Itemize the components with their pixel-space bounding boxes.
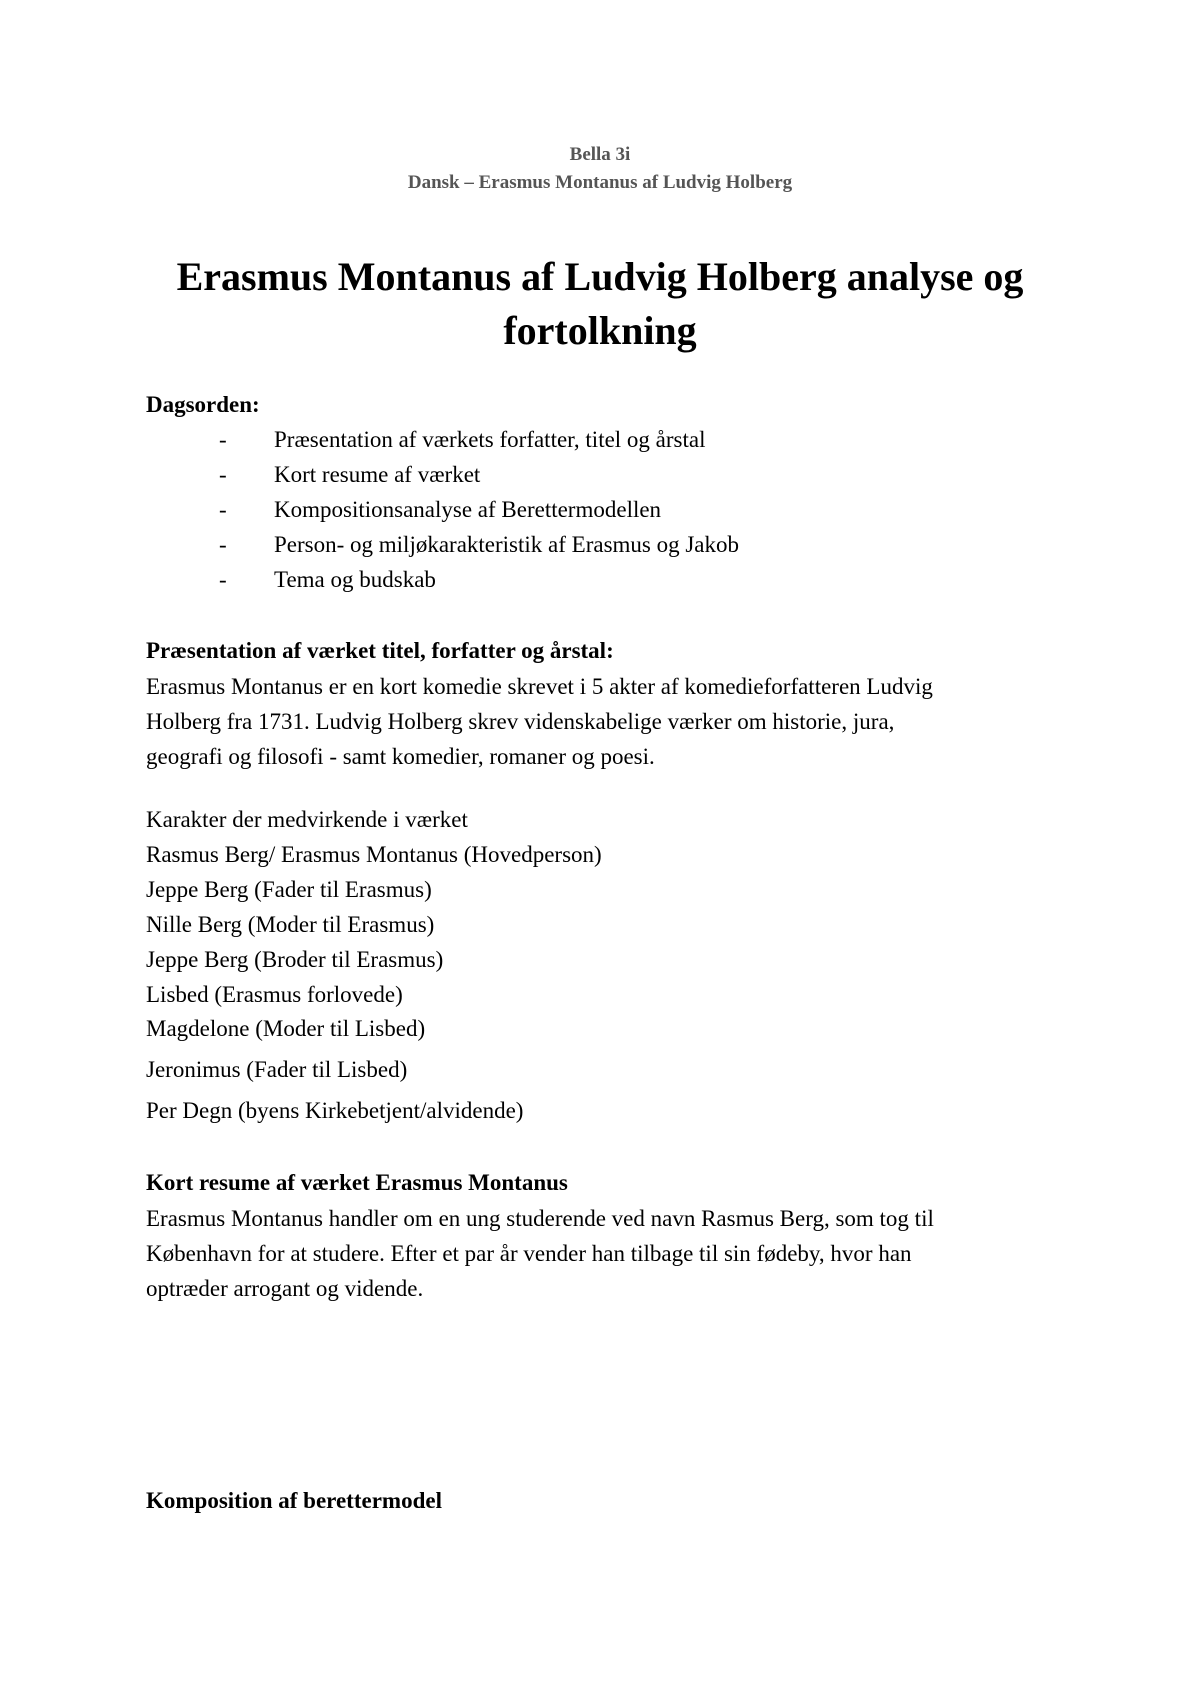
presentation-heading: Præsentation af værket titel, forfatter og årstal: bbox=[146, 638, 614, 663]
header-author: Bella 3i bbox=[569, 144, 631, 165]
agenda-item-text: Tema og budskab bbox=[274, 567, 436, 592]
character-item: Nille Berg (Moder til Erasmus) bbox=[146, 912, 435, 937]
paragraph-line: optræder arrogant og vidende. bbox=[146, 1276, 424, 1301]
agenda-heading: Dagsorden: bbox=[146, 392, 260, 417]
character-item: Per Degn (byens Kirkebetjent/alvidende) bbox=[146, 1098, 524, 1123]
bullet-dash: - bbox=[219, 462, 227, 487]
bullet-dash: - bbox=[219, 497, 227, 522]
character-item: Jeppe Berg (Fader til Erasmus) bbox=[146, 877, 432, 902]
bullet-dash: - bbox=[219, 532, 227, 557]
header-subject: Dansk – Erasmus Montanus af Ludvig Holberg bbox=[407, 172, 793, 193]
bullet-dash: - bbox=[219, 427, 227, 452]
bullet-dash: - bbox=[219, 567, 227, 592]
resume-heading: Kort resume af værket Erasmus Montanus bbox=[146, 1170, 568, 1195]
agenda-item-text: Person- og miljøkarakteristik af Erasmus og Jakob bbox=[274, 532, 740, 557]
title-line-2: fortolkning bbox=[503, 308, 697, 353]
agenda-item-text: Kort resume af værket bbox=[274, 462, 481, 487]
title-line-1: Erasmus Montanus af Ludvig Holberg analyse og bbox=[176, 254, 1024, 299]
character-item: Rasmus Berg/ Erasmus Montanus (Hovedperson) bbox=[146, 842, 602, 867]
paragraph-line: Erasmus Montanus handler om en ung studerende ved navn Rasmus Berg, som tog til bbox=[146, 1206, 934, 1231]
agenda-item-text: Kompositionsanalyse af Berettermodellen bbox=[274, 497, 662, 522]
character-item: Lisbed (Erasmus forlovede) bbox=[146, 982, 403, 1007]
characters-intro: Karakter der medvirkende i værket bbox=[146, 807, 468, 832]
paragraph-line: geografi og filosofi - samt komedier, romaner og poesi. bbox=[146, 744, 655, 769]
document-title bbox=[160, 250, 1040, 358]
character-item: Jeronimus (Fader til Lisbed) bbox=[146, 1057, 408, 1082]
character-item: Jeppe Berg (Broder til Erasmus) bbox=[146, 947, 444, 972]
paragraph-line: Holberg fra 1731. Ludvig Holberg skrev videnskabelige værker om historie, jura, bbox=[146, 709, 895, 734]
presentation-paragraph bbox=[146, 669, 1066, 774]
character-item: Magdelone (Moder til Lisbed) bbox=[146, 1016, 426, 1041]
resume-paragraph bbox=[146, 1201, 1066, 1306]
paragraph-line: Erasmus Montanus er en kort komedie skrevet i 5 akter af komedieforfatteren Ludvig bbox=[146, 674, 933, 699]
agenda-item-text: Præsentation af værkets forfatter, titel og årstal bbox=[274, 427, 706, 452]
composition-heading: Komposition af berettermodel bbox=[146, 1488, 442, 1513]
paragraph-line: København for at studere. Efter et par år vender han tilbage til sin fødeby, hvor han bbox=[146, 1241, 912, 1266]
